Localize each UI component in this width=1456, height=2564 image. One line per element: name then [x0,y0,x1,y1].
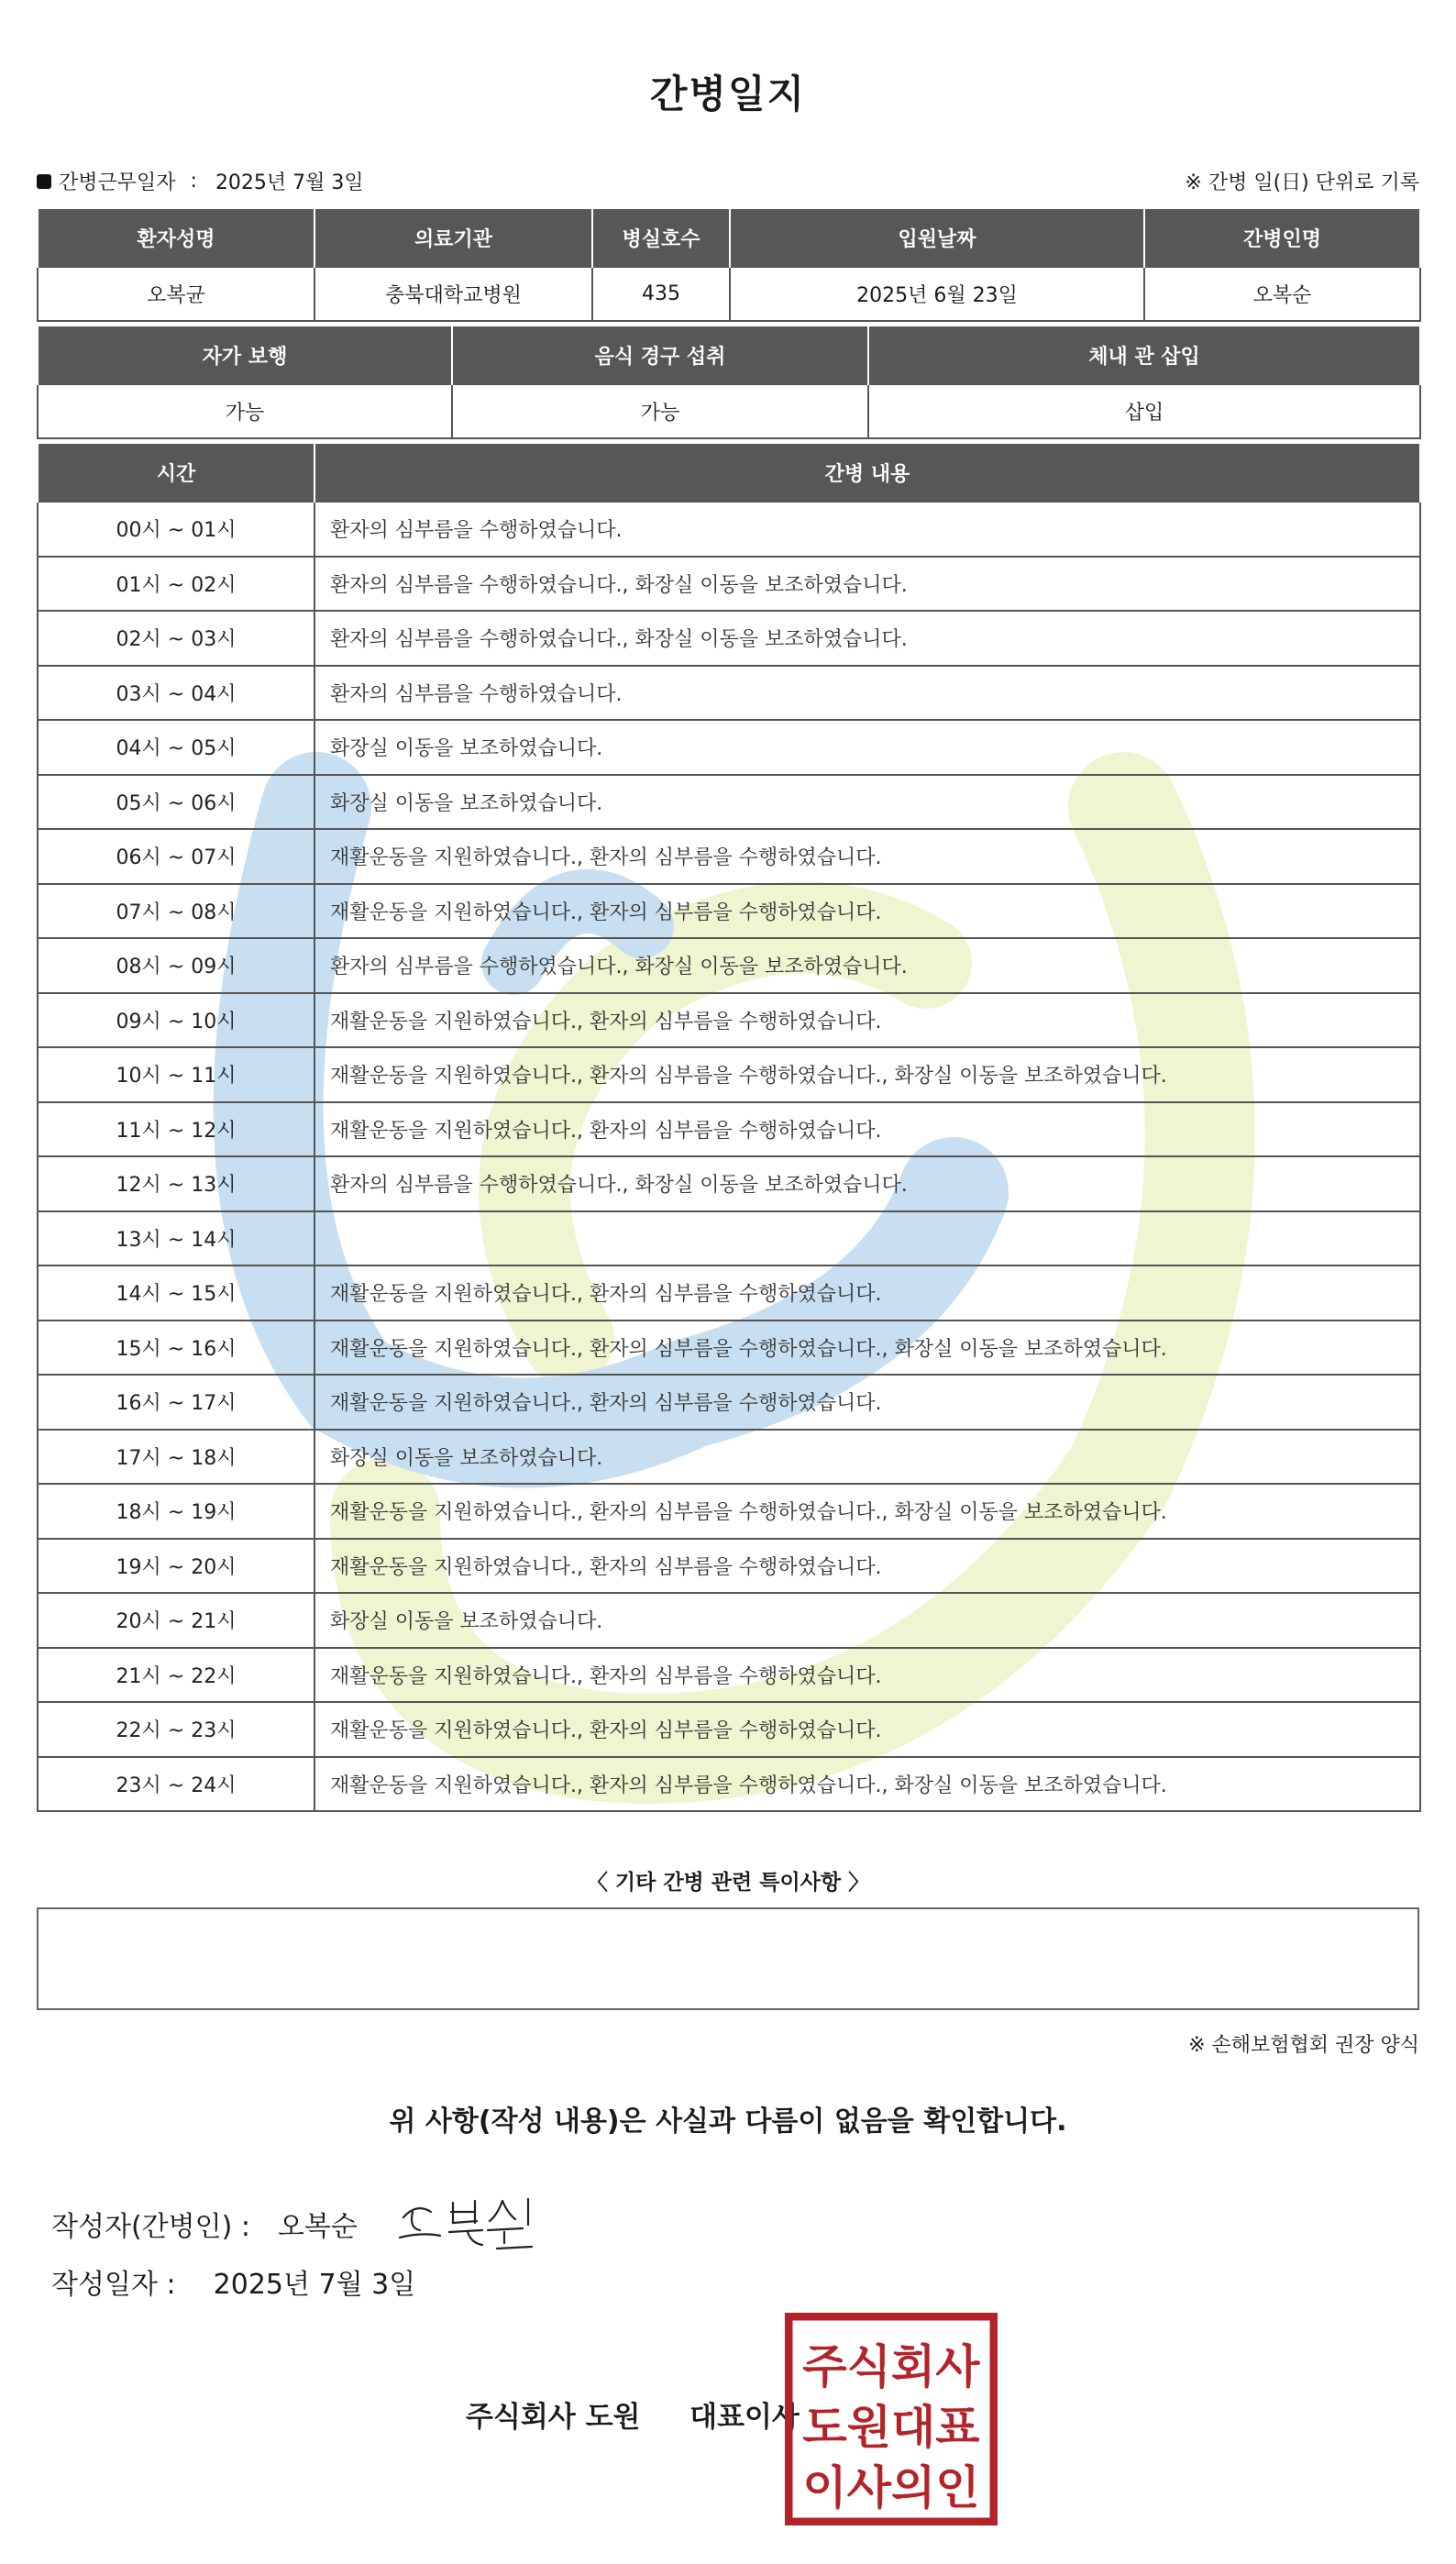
time-slot: 08시 ~ 09시 [38,938,314,993]
writer-line [51,2192,550,2256]
care-content: 화장실 이동을 보조하였습니다. [314,1430,1420,1485]
care-content: 재활운동을 지원하였습니다., 환자의 심부름을 수행하였습니다. [314,1648,1420,1703]
time-slot: 06시 ~ 07시 [38,829,314,884]
care-content: 재활운동을 지원하였습니다., 환자의 심부름을 수행하였습니다. [314,1539,1420,1594]
time-slot: 20시 ~ 21시 [38,1593,314,1648]
care-log-row [38,1156,1420,1211]
care-log-row [38,829,1420,884]
care-log-row [38,1265,1420,1321]
room-number: 435 [592,267,730,321]
care-content: 재활운동을 지원하였습니다., 환자의 심부름을 수행하였습니다. [314,829,1420,884]
care-log-row [38,775,1420,830]
care-log-row [38,1757,1420,1812]
care-content: 화장실 이동을 보조하였습니다. [314,775,1420,830]
care-content: 환자의 심부름을 수행하였습니다., 화장실 이동을 보조하였습니다. [314,938,1420,993]
care-content: 재활운동을 지원하였습니다., 환자의 심부름을 수행하였습니다. [314,884,1420,939]
work-date-line [37,167,364,195]
time-slot: 17시 ~ 18시 [38,1430,314,1485]
company-seal-stamp [785,2313,998,2525]
time-slot: 22시 ~ 23시 [38,1702,314,1757]
care-content: 재활운동을 지원하였습니다., 환자의 심부름을 수행하였습니다., 화장실 이동을 보조하였습니다. [314,1047,1420,1102]
care-content: 재활운동을 지원하였습니다., 환자의 심부름을 수행하였습니다., 화장실 이동을 보조하였습니다. [314,1321,1420,1376]
care-content: 재활운동을 지원하였습니다., 환자의 심부름을 수행하였습니다. [314,1265,1420,1321]
care-log-row [38,611,1420,666]
care-content: 화장실 이동을 보조하였습니다. [314,720,1420,775]
care-log-row [38,1539,1420,1594]
page-title: 간병일지 [649,72,807,116]
time-slot: 16시 ~ 17시 [38,1375,314,1430]
care-log-row [38,502,1420,557]
notes-title: 〈 기타 간병 관련 특이사항 〉 [586,1871,870,1895]
square-bullet-icon [37,174,51,189]
source-note: ※ 손해보험협회 권장 양식 [1188,2034,1419,2057]
care-log-row [38,1211,1420,1266]
care-log-table [37,444,1421,1812]
care-log-row [38,1321,1420,1376]
patient-info-table [37,209,1421,322]
care-log-row [38,1430,1420,1485]
write-date-line [51,2261,415,2302]
time-slot: 05시 ~ 06시 [38,775,314,830]
care-content: 환자의 심부름을 수행하였습니다. [314,666,1420,721]
header-tube-insertion: 체내 관 삽입 [868,326,1420,384]
care-content: 재활운동을 지원하였습니다., 환자의 심부름을 수행하였습니다., 화장실 이동을 보조하였습니다. [314,1484,1420,1539]
time-slot: 19시 ~ 20시 [38,1539,314,1594]
care-content: 환자의 심부름을 수행하였습니다. [314,502,1420,557]
header-time: 시간 [38,444,314,502]
care-content: 환자의 심부름을 수행하였습니다., 화장실 이동을 보조하였습니다. [314,611,1420,666]
header-room: 병실호수 [592,209,730,267]
header-hospital: 의료기관 [314,209,592,267]
admission-date: 2025년 6월 23일 [730,267,1144,321]
work-date-value: 2025년 7월 3일 [215,171,364,194]
status-header-row [38,326,1420,384]
company-name: 주식회사 도원 [466,2401,641,2434]
representative-title: 대표이사 [689,2401,800,2434]
oral-intake-value: 가능 [452,384,868,438]
writer-name: 오복순 [277,2211,358,2243]
care-content: 재활운동을 지원하였습니다., 환자의 심부름을 수행하였습니다. [314,1102,1420,1157]
care-log-row [38,666,1420,721]
time-slot: 14시 ~ 15시 [38,1265,314,1321]
handwritten-signature [394,2192,550,2256]
care-log-row [38,720,1420,775]
time-slot: 01시 ~ 02시 [38,557,314,612]
time-slot: 07시 ~ 08시 [38,884,314,939]
care-log-row [38,1102,1420,1157]
care-content: 환자의 심부름을 수행하였습니다., 화장실 이동을 보조하였습니다. [314,1156,1420,1211]
time-slot: 09시 ~ 10시 [38,993,314,1048]
care-log-row [38,1702,1420,1757]
header-caregiver-name: 간병인명 [1144,209,1420,267]
time-slot: 15시 ~ 16시 [38,1321,314,1376]
patient-info-header-row [38,209,1420,267]
care-log-row [38,1047,1420,1102]
stamp-line-2: 도원대표 [802,2401,980,2454]
care-log-row [38,993,1420,1048]
care-content: 재활운동을 지원하였습니다., 환자의 심부름을 수행하였습니다., 화장실 이동을 보조하였습니다. [314,1757,1420,1812]
care-content: 환자의 심부름을 수행하였습니다., 화장실 이동을 보조하였습니다. [314,557,1420,612]
caregiver-name: 오복순 [1144,267,1420,321]
care-header-row [38,444,1420,502]
company-line [466,2393,800,2435]
care-log-row [38,938,1420,993]
header-oral-intake: 음식 경구 섭취 [452,326,868,384]
stamp-line-1: 주식회사 [802,2340,980,2393]
writer-label: 작성자(간병인) : [51,2211,250,2243]
care-log-row [38,1375,1420,1430]
work-date-label: 간병근무일자 [59,171,176,194]
care-content: 화장실 이동을 보조하였습니다. [314,1593,1420,1648]
time-slot: 10시 ~ 11시 [38,1047,314,1102]
care-log-row [38,557,1420,612]
patient-name: 오복균 [38,267,314,321]
time-slot: 21시 ~ 22시 [38,1648,314,1703]
time-slot: 18시 ~ 19시 [38,1484,314,1539]
care-content: 재활운동을 지원하였습니다., 환자의 심부름을 수행하였습니다. [314,1375,1420,1430]
header-care-content: 간병 내용 [314,444,1420,502]
care-content: 재활운동을 지원하였습니다., 환자의 심부름을 수행하였습니다. [314,1702,1420,1757]
work-date-sep: : [190,170,197,193]
time-slot: 02시 ~ 03시 [38,611,314,666]
time-slot: 03시 ~ 04시 [38,666,314,721]
care-log-row [38,1484,1420,1539]
care-log-row [38,1648,1420,1703]
write-date-label: 작성일자 : [51,2269,176,2301]
care-content: 재활운동을 지원하였습니다., 환자의 심부름을 수행하였습니다. [314,993,1420,1048]
time-slot: 12시 ~ 13시 [38,1156,314,1211]
stamp-line-3: 이사의인 [802,2461,980,2514]
care-log-row [38,884,1420,939]
header-self-walking: 자가 보행 [38,326,452,384]
care-content [314,1211,1420,1266]
patient-status-table [37,326,1421,439]
unit-note: ※ 간병 일(日) 단위로 기록 [1185,171,1419,194]
time-slot: 23시 ~ 24시 [38,1757,314,1812]
time-slot: 00시 ~ 01시 [38,502,314,557]
header-patient-name: 환자성명 [38,209,314,267]
write-date: 2025년 7월 3일 [213,2269,416,2301]
hospital-name: 충북대학교병원 [314,267,592,321]
header-admission-date: 입원날짜 [730,209,1144,267]
time-slot: 11시 ~ 12시 [38,1102,314,1157]
self-walking-value: 가능 [38,384,452,438]
time-slot: 13시 ~ 14시 [38,1211,314,1266]
notes-box [37,1907,1419,2010]
care-log-row [38,1593,1420,1648]
time-slot: 04시 ~ 05시 [38,720,314,775]
confirmation-statement: 위 사항(작성 내용)은 사실과 다름이 없음을 확인합니다. [389,2105,1067,2138]
status-value-row [38,384,1420,438]
tube-insertion-value: 삽입 [868,384,1420,438]
patient-info-value-row [38,267,1420,321]
